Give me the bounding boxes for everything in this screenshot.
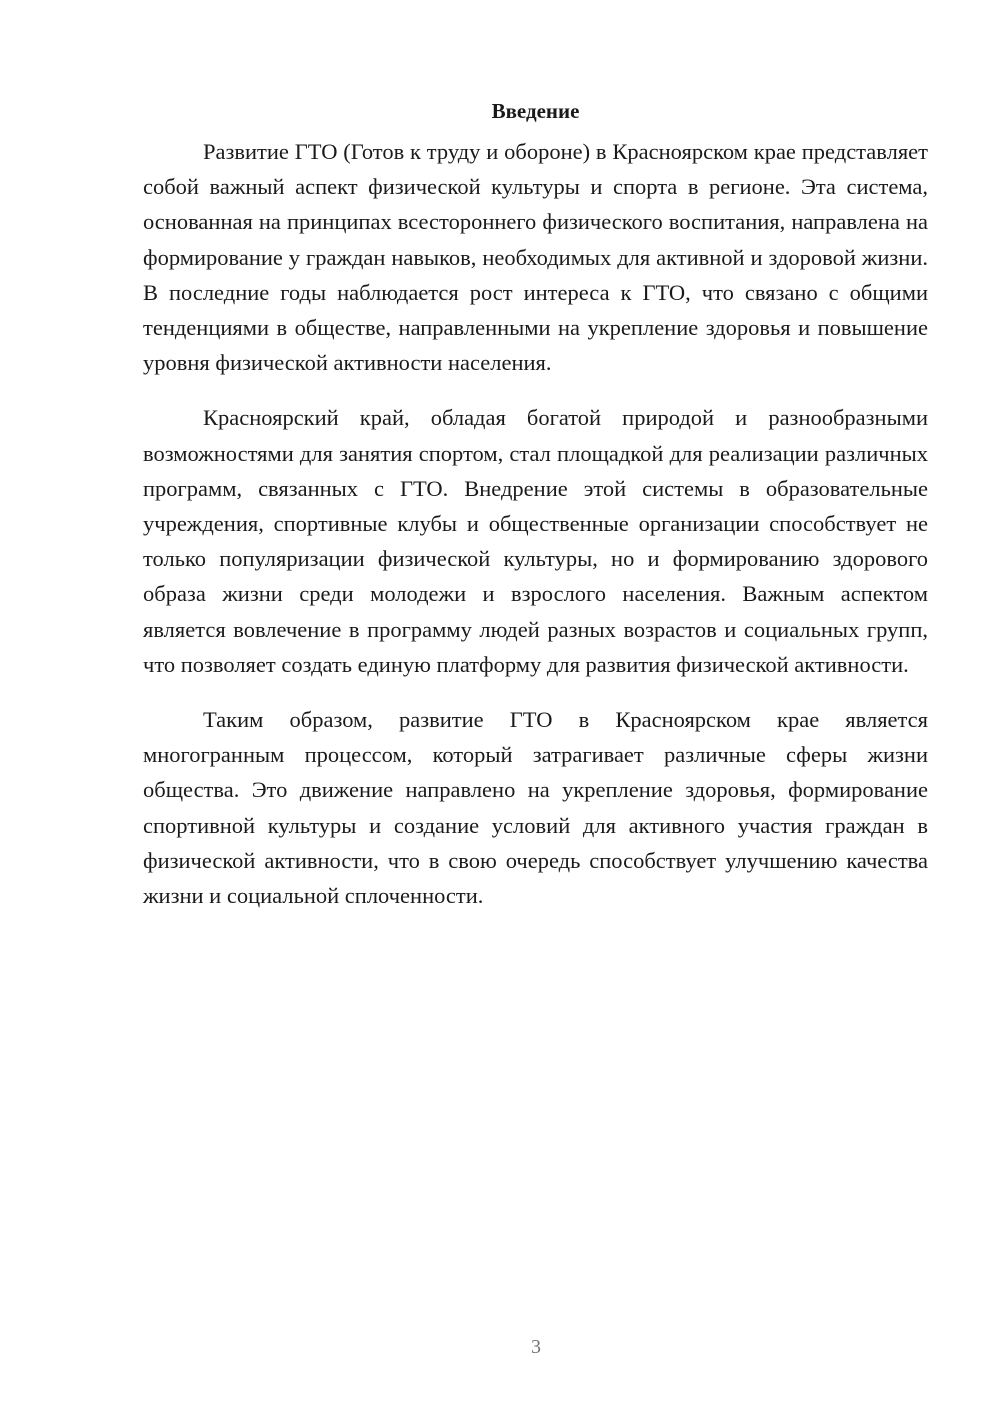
paragraph-1: Развитие ГТО (Готов к труду и обороне) в Красноярском крае представляет собой важный аспект физической культуры и спорта в регионе. Эта система, основанная на принципах всестороннего физического воспитания, направлена на формирование у граждан навыков, необходимых для активной и здоровой жизни. В последние годы наблюдается рост интереса к ГТО, что связано с общими тенденциями в обществе, направленными на укрепление здоровья и повышение уровня физической активности населения. <box>143 139 928 376</box>
paragraph-2: Красноярский край, обладая богатой природой и разнообразными возможностями для занятия спортом, стал площадкой для реализации различных программ, связанных с ГТО. Внедрение этой системы в образовательные учреждения, спортивные клубы и общественные организации способствует не только популяризации физической культуры, но и формированию здорового образа жизни среди молодежи и взрослого населения. Важным аспектом является вовлечение в программу людей разных возрастов и социальных групп, что позволяет создать единую платформу для развития физической активности. <box>143 405 928 677</box>
page-number: 3 <box>531 1336 541 1358</box>
section-title: Введение <box>491 99 580 123</box>
paragraph-3: Таким образом, развитие ГТО в Красноярском крае является многогранным процессом, который затрагивает различные сферы жизни общества. Это движение направлено на укрепление здоровья, формирование спортивной культуры и создание условий для активного участия граждан в физической активности, что в свою очередь способствует улучшению качества жизни и социальной сплоченности. <box>143 707 928 909</box>
page-content <box>143 96 928 933</box>
